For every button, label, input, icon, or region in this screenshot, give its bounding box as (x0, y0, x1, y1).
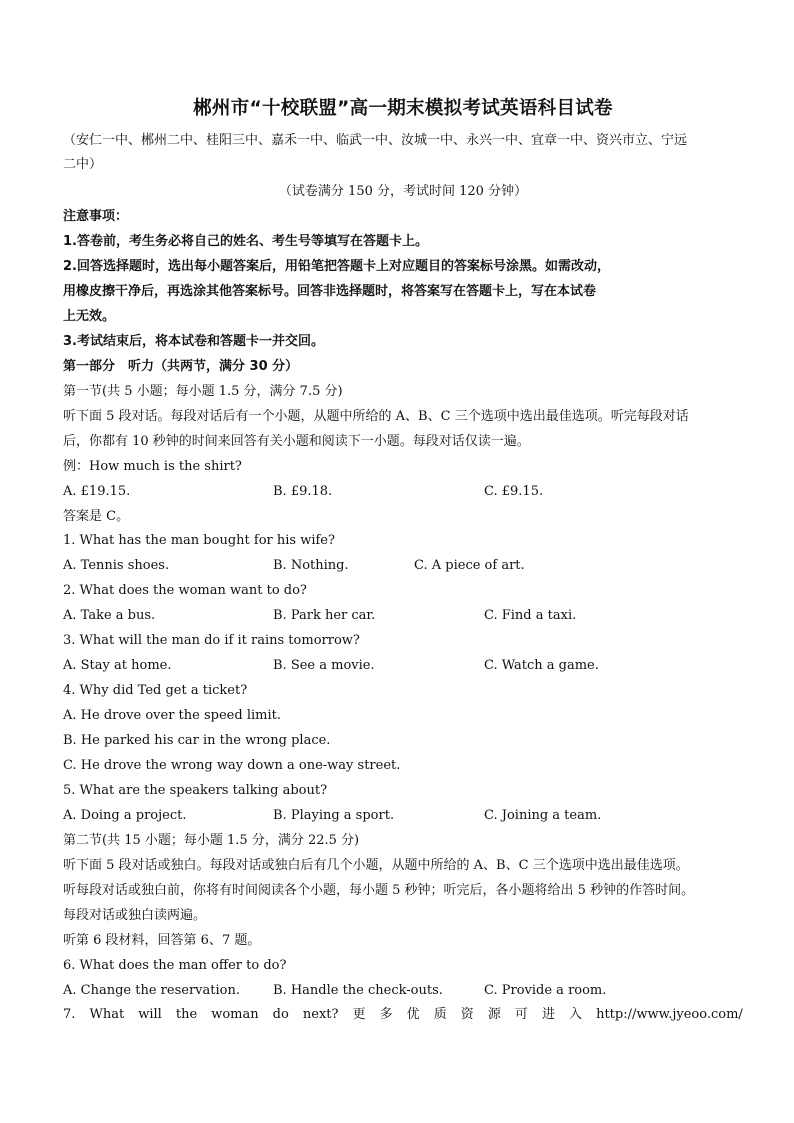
q7-word: do (272, 1007, 289, 1022)
question-4-option-b: B. He parked his car in the wrong place. (63, 733, 331, 748)
q7-word: next? (302, 1007, 339, 1022)
q7-word: 入 (569, 1007, 583, 1022)
q7-word: 更 (352, 1007, 366, 1022)
option-b: B. See a movie. (273, 658, 375, 673)
q7-word: 资 (460, 1007, 474, 1022)
question-5: 5. What are the speakers talking about? (63, 783, 328, 798)
q7-word: will (138, 1007, 162, 1022)
question-4-option-c: C. He drove the wrong way down a one-way street. (63, 758, 401, 773)
option-c: C. A piece of art. (414, 558, 525, 573)
option-a: A. Change the reservation. (63, 983, 240, 998)
q7-word: 7. (63, 1007, 76, 1022)
notice-item-2-line-3: 上无效。 (63, 309, 116, 324)
option-b: B. £9.18. (273, 484, 333, 499)
notice-item-1: 1.答卷前，考生务必将自己的姓名、考生号等填写在答题卡上。 (63, 234, 428, 249)
option-c: C. Joining a team. (484, 808, 602, 823)
option-a: A. Tennis shoes. (63, 558, 170, 573)
q7-word: 进 (541, 1007, 555, 1022)
part1-heading: 第一部分 听力（共两节，满分 30 分） (63, 359, 299, 374)
q7-word: 可 (514, 1007, 528, 1022)
option-c: C. £9.15. (484, 484, 544, 499)
section2-instr-line-2: 听每段对话或独白前，你将有时间阅读各个小题，每小题 5 秒钟；听完后，各小题将给出 5 秒钟的作答时间。 (63, 883, 695, 898)
q7-word: 多 (379, 1007, 393, 1022)
exam-info: （试卷满分 150 分，考试时间 120 分钟） (278, 184, 528, 199)
option-c: C. Find a taxi. (484, 608, 577, 623)
q7-word: the (175, 1007, 198, 1022)
option-a: A. Doing a project. (63, 808, 187, 823)
option-c: C. Provide a room. (484, 983, 607, 998)
section2-instr-line-1: 听下面 5 段对话或独白。每段对话或独白后有几个小题，从题中所给的 A、B、C 三个选项中选出最佳选项。 (63, 858, 689, 873)
question-6: 6. What does the man offer to do? (63, 958, 287, 973)
question-4-option-a: A. He drove over the speed limit. (63, 708, 281, 723)
option-a: A. Stay at home. (63, 658, 172, 673)
material-note: 听第 6 段材料，回答第 6、7 题。 (63, 933, 261, 948)
option-c: C. Watch a game. (484, 658, 599, 673)
q7-word: woman (211, 1007, 259, 1022)
example-question: 例：How much is the shirt? (63, 459, 242, 474)
option-b: B. Playing a sport. (273, 808, 395, 823)
question-1: 1. What has the man bought for his wife? (63, 533, 335, 548)
question-2: 2. What does the woman want to do? (63, 583, 307, 598)
q7-word: 质 (433, 1007, 447, 1022)
option-b: B. Handle the check-outs. (273, 983, 443, 998)
q7-word: 源 (487, 1007, 501, 1022)
option-a: A. Take a bus. (63, 608, 156, 623)
schools-line-1: （安仁一中、郴州二中、桂阳三中、嘉禾一中、临武一中、汝城一中、永兴一中、宜章一中、资兴市立、宁远 (63, 133, 688, 148)
page-title: 郴州市“十校联盟”高一期末模拟考试英语科目试卷 (193, 98, 613, 119)
schools-line-2: 二中） (63, 157, 103, 172)
section1-instr-line-1: 听下面 5 段对话。每段对话后有一个小题，从题中所给的 A、B、C 三个选项中选出最佳选项。听完每段对话 (63, 409, 689, 424)
section2-instr-line-3: 每段对话或独白读两遍。 (63, 908, 207, 923)
notice-item-3: 3.考试结束后，将本试卷和答题卡一并交回。 (63, 334, 324, 349)
jyeoo-link[interactable]: http://www.jyeoo.com/ (596, 1007, 743, 1022)
section1-heading: 第一节(共 5 小题；每小题 1.5 分，满分 7.5 分) (63, 384, 343, 399)
notice-heading: 注意事项： (63, 209, 129, 224)
question-7 (63, 1007, 743, 1023)
section2-heading: 第二节(共 15 小题；每小题 1.5 分，满分 22.5 分) (63, 833, 360, 848)
q7-word: What (89, 1007, 125, 1022)
example-answer: 答案是 C。 (63, 509, 130, 524)
option-b: B. Park her car. (273, 608, 376, 623)
section1-instr-line-2: 后，你都有 10 秒钟的时间来回答有关小题和阅读下一小题。每段对话仅读一遍。 (63, 434, 530, 449)
question-4: 4. Why did Ted get a ticket? (63, 683, 248, 698)
q7-word: 优 (406, 1007, 420, 1022)
notice-item-2-line-2: 用橡皮擦干净后，再选涂其他答案标号。回答非选择题时，将答案写在答题卡上，写在本试卷 (63, 284, 597, 299)
question-3: 3. What will the man do if it rains tomorrow? (63, 633, 360, 648)
option-a: A. £19.15. (63, 484, 131, 499)
notice-item-2-line-1: 2.回答选择题时，选出每小题答案后，用铅笔把答题卡上对应题目的答案标号涂黑。如需改动， (63, 259, 610, 274)
option-b: B. Nothing. (273, 558, 349, 573)
